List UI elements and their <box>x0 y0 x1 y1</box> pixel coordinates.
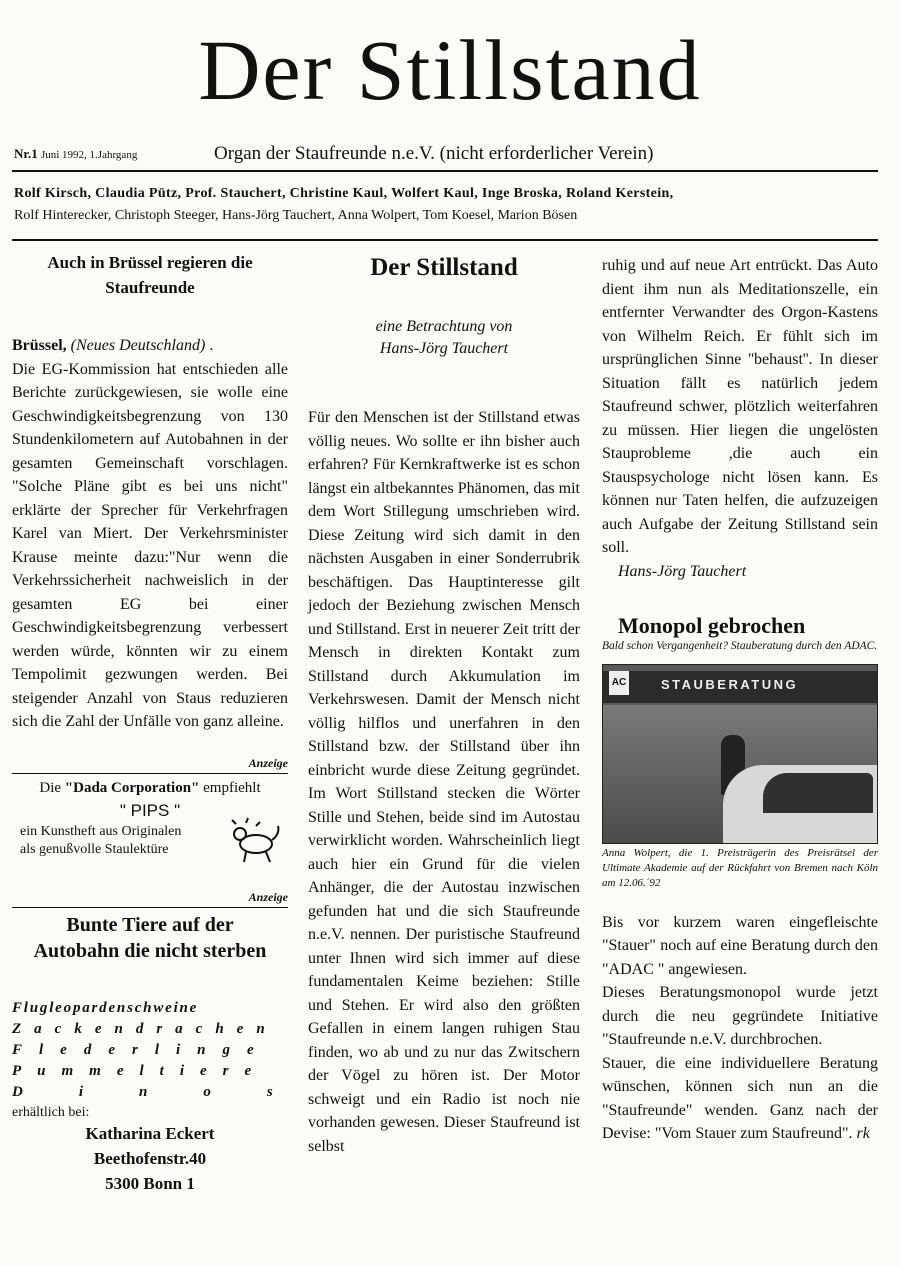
animal-item: Pummeltiere <box>12 1062 268 1079</box>
authors-line-1: Rolf Kirsch, Claudia Pütz, Prof. Stauchert, Christine Kaul, Wolfert Kaul, Inge Broska, Roland Kerstein, <box>14 186 674 201</box>
masthead: Der Stillstand <box>198 22 702 118</box>
ad1-line2: ein Kunstheft aus Originalen <box>20 823 182 839</box>
authors-line-2: Rolf Hinterecker, Christoph Steeger, Hans-Jörg Tauchert, Anna Wolpert, Tom Koesel, Marion Bösen <box>14 208 578 223</box>
author-list <box>14 183 884 227</box>
article1-headline: Auch in Brüssel regieren die Staufreunde <box>47 253 253 297</box>
animal-item: Flugleopardenschweine <box>12 999 199 1016</box>
ad1-rule <box>12 773 288 774</box>
article1-source: (Neues Deutschland) <box>70 337 206 354</box>
article3-body-3 <box>602 1052 878 1146</box>
header-rule <box>12 170 878 172</box>
article3-subhead: Bald schon Vergangenheit? Stauberatung durch den ADAC. <box>602 639 878 652</box>
article3-body-3-text: Stauer, die eine individuellere Beratung wünschen, können sich nun an die "Staufreunde" wenden. Ganz nach der Devise: "Vom Stauer zum Staufreund". <box>602 1054 878 1142</box>
article3-headline: Monopol gebrochen <box>618 612 806 638</box>
column-middle <box>308 250 580 1158</box>
ad1-suffix: empfiehlt <box>203 779 261 796</box>
address-line: 5300 Bonn 1 <box>105 1173 195 1193</box>
animal-item: Dinos <box>12 1083 329 1100</box>
authors-rule <box>12 239 878 241</box>
article1-text: Die EG-Kommission hat entschieden alle Berichte zurückgewiesen, sie wolle eine Geschwindigkeitsbegrenzung von 130 Stundenkilometern auf Autobahnen in der gesamten Gemeinschaft vorschlagen. "Solche Pläne gibt es bei uns nicht" erklärte der Sprecher für Verkehrfragen Karel van Miert. Der Verkehrsminister Krause meinte dazu:"Nur wenn die Verkehrssicherheit nachweislich in der gesamten EG bei einer Geschwindigkeitsbegrenzung verbessert werden würde, könnten wir zu einem Tempolimit gezwungen werden. Bei steigender Anzahl von Staus reduzieren sich die Zahl der Unfälle von ganz alleine. <box>12 360 288 730</box>
photo-logo: AC <box>609 671 629 695</box>
ad1-line3: als genußvolle Staulektüre <box>20 841 169 857</box>
ad1-box <box>12 780 288 890</box>
photo-sign-text: STAUBERATUNG <box>661 676 799 692</box>
article3-body-1: Bis vor kurzem waren eingefleischte "Stauer" noch auf eine Beratung durch den "ADAC " angewiesen. <box>602 913 878 978</box>
ad2-headline: Bunte Tiere auf der Autobahn die nicht sterben <box>33 913 267 962</box>
article2-byline <box>308 316 580 360</box>
article2-continuation: ruhig und auf neue Art entrückt. Das Auto dient ihm nun als Meditationszelle, ein entfernter Verwandter des Orgon-Kastens von Wilhelm Reich. Er fühlt sich im ursprünglichen Sinne ''behaust''. In dieser Situation fällt es natürlich jedem Staufreund schwer, plötzlich weiterfahren zu müssen. Hier liegen die ungelösten Stauprobleme ,die auch ein Stauspsychologe nicht lösen kann. Es können nur Taten helfen, die aufzuzeigen auch Aufgabe der Zeitung Stillstand sein soll. <box>602 257 878 556</box>
ad1-product: " PIPS " <box>119 800 181 820</box>
ad1-brand: "Dada Corporation" <box>64 779 200 796</box>
issue-details: Juni 1992, 1.Jahrgang <box>40 149 138 161</box>
animal-item: Flederlinge <box>12 1041 271 1058</box>
column-left <box>12 250 329 1196</box>
ad2-label: Anzeige <box>248 889 288 904</box>
address-line: Beethofenstr.40 <box>93 1148 207 1168</box>
article3-sign: rk <box>856 1125 870 1142</box>
issue-info <box>14 146 137 162</box>
ad2-available: erhältlich bei: <box>12 1104 90 1120</box>
photo-caption: Anna Wolpert, die 1. Preisträgerin des Preisrätsel der Ultimate Akademie auf der Rückfahrt von Bremen nach Köln am 12.06.´92 <box>602 846 878 889</box>
article2-byline-2: Hans-Jörg Tauchert <box>379 340 509 357</box>
adac-photo <box>602 664 878 844</box>
animal-item: Zackendrachen <box>12 1020 278 1037</box>
address-line: Katharina Eckert <box>85 1123 215 1143</box>
issue-number: Nr.1 <box>14 146 38 161</box>
article1-body: Brüssel, (Neues Deutschland) . Die EG-Kommission hat entschieden alle Berichte zurückgewiesen, sie wolle eine Geschwindigkeitsbegrenzung von 130 Stundenkilometern auf Autobahnen in der gesamten Gemeinschaft vorschlagen. "Solche Pläne gibt es bei uns nicht" erklärte der Sprecher für Verkehrfragen Karel van Miert. Der Verkehrsminister Krause meinte dazu:"Nur wenn die Verkehrssicherheit nachweislich in der gesamten EG bei einer Geschwindigkeitsbegrenzung verbessert werden würde, könnten wir zu einem Tempolimit gezwungen werden. Bei steigender Anzahl von Staus reduzieren sich die Zahl der Unfälle von ganz alleine. <box>12 337 288 730</box>
article2-byline-1: eine Betrachtung von <box>375 318 513 335</box>
ad2-address <box>12 1121 288 1196</box>
article3-body-2: Dieses Beratungsmonopol wurde jetzt durch die neu gegründete Initiative "Staufreunde n.e.V. durchbrochen. <box>602 984 878 1048</box>
ad1-prefix: Die <box>39 779 62 796</box>
photo-car-window <box>763 773 873 813</box>
ad1-line1 <box>12 780 288 797</box>
ad1-label: Anzeige <box>248 755 288 770</box>
article1-dateline: Brüssel, <box>12 337 67 354</box>
article2-title: Der Stillstand <box>370 254 518 281</box>
article2-signature: Hans-Jörg Tauchert <box>618 562 747 580</box>
article2-body: Für den Menschen ist der Stillstand etwas völlig neues. Wo sollte er ihn bisher auch erfahren? Für Kernkraftwerke ist es schon längst ein altbekanntes Phänomen, das mit dem Wort Stillegung umschrieben wird. Diese Zeitung wird sich damit in den nächsten Ausgaben in einer Sonderrubrik beschäftigen. Das Hauptinteresse gilt jedoch der Beziehung zwischen Mensch und Stillstand. Erst in neuerer Zeit tritt der Mensch in direkten Kontakt zum Stillstand durch Akkumulation im Verkehrswesen. Damit der Mensch nicht völlig hilflos und unerfahren in den Stillstand bzw. der Stillstand über ihn einbricht wurde diese Zeitung gegründet. Im Wort Stillstand stecken die Wörter Stille und Stehen, beide sind im Autostau verwirklicht worden. Wahrscheinlich liegt auch hier ein Grund für die vielen Anhänger, die der Autostau inzwischen gefunden hat und die sich Staufreunde n.e.V. nennen. Der puristische Staufreund unter Ihnen wird sich immer auf diese fundamentalen Keime beziehen: Stille und Stehen. Er wird also den größten Gefallen in einem langen ruhigen Stau finden, wo ab und zu nur das Zwitschern der Vögel zu hören ist. Der Motor schweigt und ein Radio ist noch nie vorhanden gewesen. Dieser Staufreund ist selbst <box>308 409 580 1155</box>
ad2-rule <box>12 907 288 908</box>
dog-doodle-icon <box>226 814 284 866</box>
animal-list <box>12 998 329 1103</box>
column-right <box>602 254 878 1146</box>
organ-subtitle: Organ der Staufreunde n.e.V. (nicht erforderlicher Verein) <box>214 143 654 164</box>
